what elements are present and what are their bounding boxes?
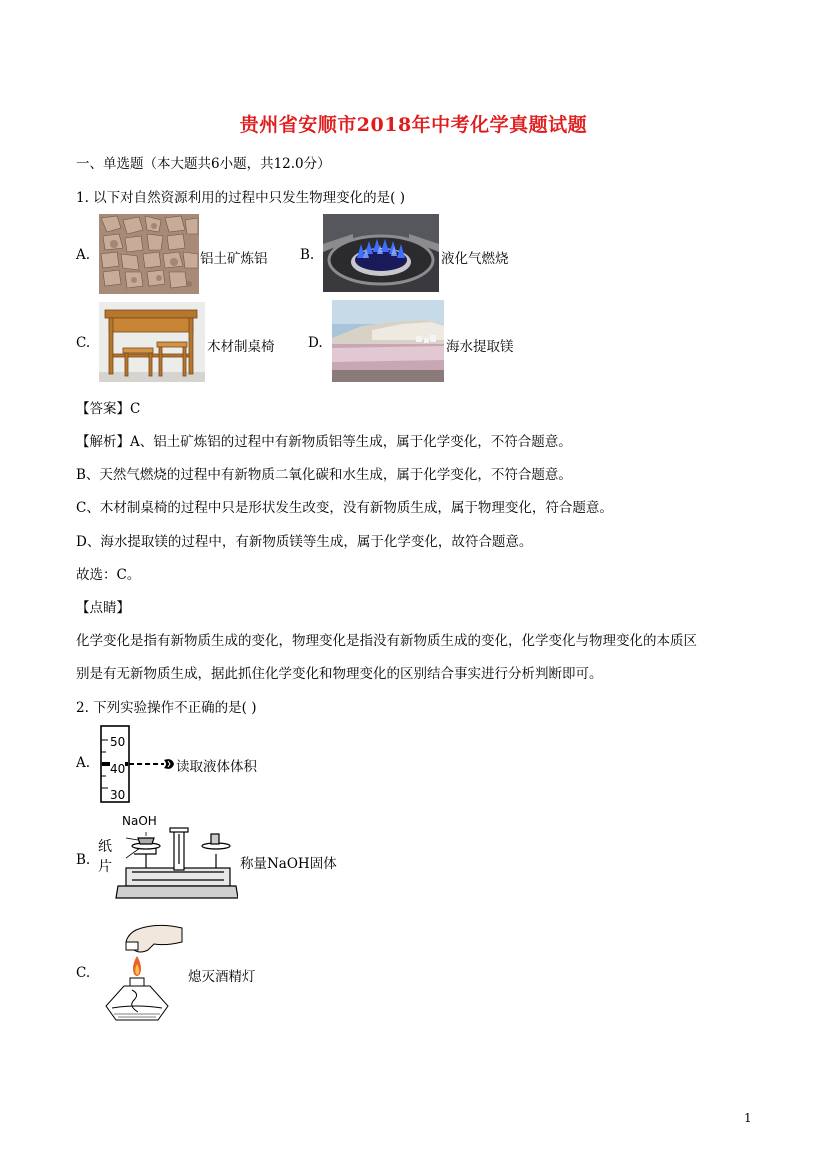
cylinder-tick-label: 40 (110, 762, 126, 776)
q1-option-d-letter: D. (308, 335, 323, 351)
question-2-stem: 2. 下列实验操作不正确的是( ) (76, 700, 257, 716)
naoh-label: NaOH (122, 814, 157, 828)
q1-option-c-letter: C. (76, 335, 91, 351)
q1-analysis-line: 【解析】A、铝土矿炼铝的过程中有新物质铝等生成，属于化学变化，不符合题意。 (76, 434, 572, 450)
q1-option-a-letter: A. (76, 247, 91, 263)
q1-option-d-text: 海水提取镁 (446, 339, 514, 355)
graduated-cylinder-diagram (98, 724, 178, 804)
q2-option-a-letter: A. (76, 755, 91, 771)
section-heading: 一、单选题（本大题共6小题，共12.0分） (76, 156, 331, 172)
q1-analysis-line: D、海水提取镁的过程中，有新物质镁等生成，属于化学变化，故符合题意。 (76, 534, 533, 550)
cylinder-tick-label: 30 (110, 788, 126, 802)
question-1-stem: 1. 以下对自然资源利用的过程中只发生物理变化的是( ) (76, 190, 405, 206)
salt-pan-image (332, 300, 444, 382)
q2-option-c-letter: C. (76, 965, 91, 981)
paper-label: 片 (98, 859, 112, 875)
q1-option-a-text: 铝土矿炼铝 (200, 251, 268, 267)
paper-label: 纸 (98, 839, 112, 855)
alcohol-lamp-diagram (96, 920, 186, 1026)
q1-answer: 【答案】C (76, 401, 141, 417)
balance-diagram (96, 814, 238, 908)
wooden-desk-chair-image (99, 302, 205, 382)
q1-option-b-text: 液化气燃烧 (441, 251, 509, 267)
q1-analysis-line: 故选：C。 (76, 567, 141, 583)
q2-option-a-text: 读取液体体积 (176, 759, 257, 775)
q1-analysis-line: C、木材制桌椅的过程中只是形状发生改变，没有新物质生成，属于物理变化，符合题意。 (76, 500, 613, 516)
q1-option-c-text: 木材制桌椅 (207, 339, 275, 355)
cylinder-tick-label: 50 (110, 735, 126, 749)
q1-comment-line: 别是有无新物质生成，据此抓住化学变化和物理变化的区别结合事实进行分析判断即可。 (76, 666, 603, 682)
q2-option-b-letter: B. (76, 852, 91, 868)
q2-option-c-text: 熄灭酒精灯 (188, 969, 256, 985)
q2-option-b-text: 称量NaOH固体 (240, 856, 337, 872)
q1-analysis-line: B、天然气燃烧的过程中有新物质二氧化碳和水生成，属于化学变化，不符合题意。 (76, 467, 572, 483)
gas-stove-image (323, 214, 439, 292)
page-number: 1 (744, 1111, 752, 1125)
q1-comment-label: 【点睛】 (76, 600, 130, 616)
page-title: 贵州省安顺市2018年中考化学真题试题 (239, 114, 588, 136)
q1-comment-line: 化学变化是指有新物质生成的变化，物理变化是指没有新物质生成的变化，化学变化与物理变化的本质区 (76, 633, 697, 649)
bauxite-image (99, 214, 199, 294)
q1-option-b-letter: B. (300, 247, 315, 263)
